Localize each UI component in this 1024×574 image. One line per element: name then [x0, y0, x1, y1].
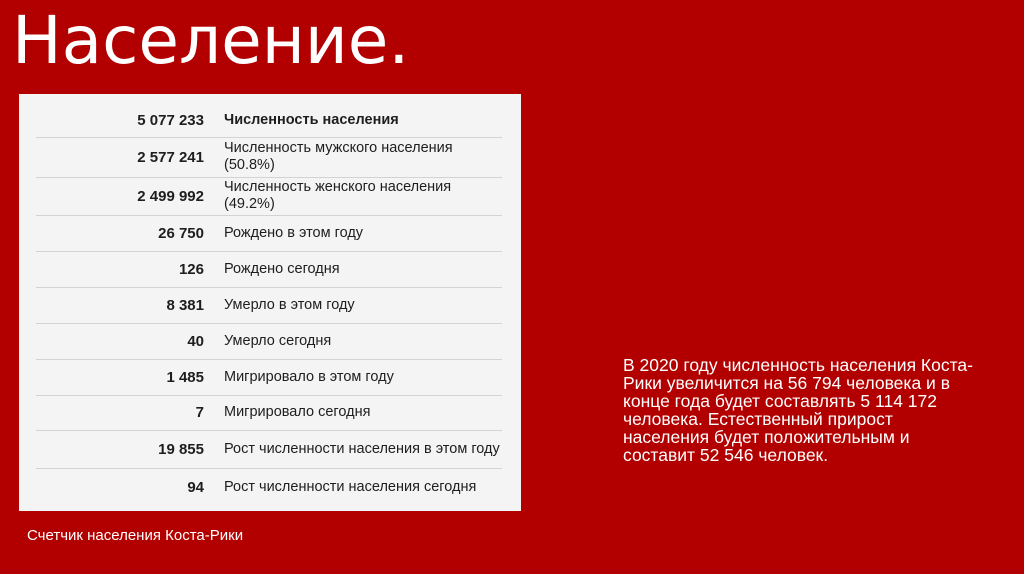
stat-value: 2 499 992: [36, 177, 222, 215]
stat-label: Умерло в этом году: [222, 287, 502, 323]
stat-row-growth-year: [36, 430, 502, 468]
stat-value: 19 855: [36, 430, 222, 468]
stat-row-births-year: [36, 215, 502, 251]
stat-label: Рождено сегодня: [222, 251, 502, 287]
stat-label: Рождено в этом году: [222, 215, 502, 251]
stat-label: Рост численности населения сегодня: [224, 478, 477, 495]
stat-row-migration-year: [36, 359, 502, 395]
stat-row-deaths-today: [36, 323, 502, 359]
counter-caption: Счетчик населения Коста-Рики: [27, 527, 244, 544]
stat-row-male: [36, 137, 502, 177]
slide-title: Население.: [12, 2, 410, 79]
stat-label: Численность мужского населения (50.8%): [222, 137, 502, 177]
stat-row-births-today: [36, 251, 502, 287]
stat-value: 1 485: [36, 359, 222, 395]
population-counter-panel: [19, 94, 521, 511]
stat-row-deaths-year: [36, 287, 502, 323]
stat-row-female: [36, 177, 502, 215]
stat-row-migration-today: [36, 395, 502, 430]
stat-value: 7: [36, 395, 222, 430]
stat-label: Численность населения: [222, 104, 502, 137]
stat-value: 126: [36, 251, 222, 287]
stat-value: 94: [187, 478, 204, 496]
stat-value: 40: [36, 323, 222, 359]
stat-value: 26 750: [36, 215, 222, 251]
stat-label: Численность женского населения (49.2%): [222, 177, 502, 215]
stat-row-growth-today: [36, 468, 502, 506]
population-stats-table: [36, 104, 502, 506]
stat-value: 8 381: [36, 287, 222, 323]
forecast-paragraph: В 2020 году численность населения Коста-Рики увеличится на 56 794 человека и в конце года будет составлять 5 114 172 человека. Естественный прирост населения будет положительным и составит 52 546 человек.: [623, 355, 973, 465]
stat-label: Мигрировало в этом году: [222, 359, 502, 395]
stat-value: 2 577 241: [36, 137, 222, 177]
stat-row-total: [36, 104, 502, 137]
stat-label: Мигрировало сегодня: [222, 395, 502, 430]
stat-label: Рост численности населения в этом году: [222, 430, 502, 468]
stat-label: Умерло сегодня: [222, 323, 502, 359]
stat-value: 5 077 233: [36, 104, 222, 137]
